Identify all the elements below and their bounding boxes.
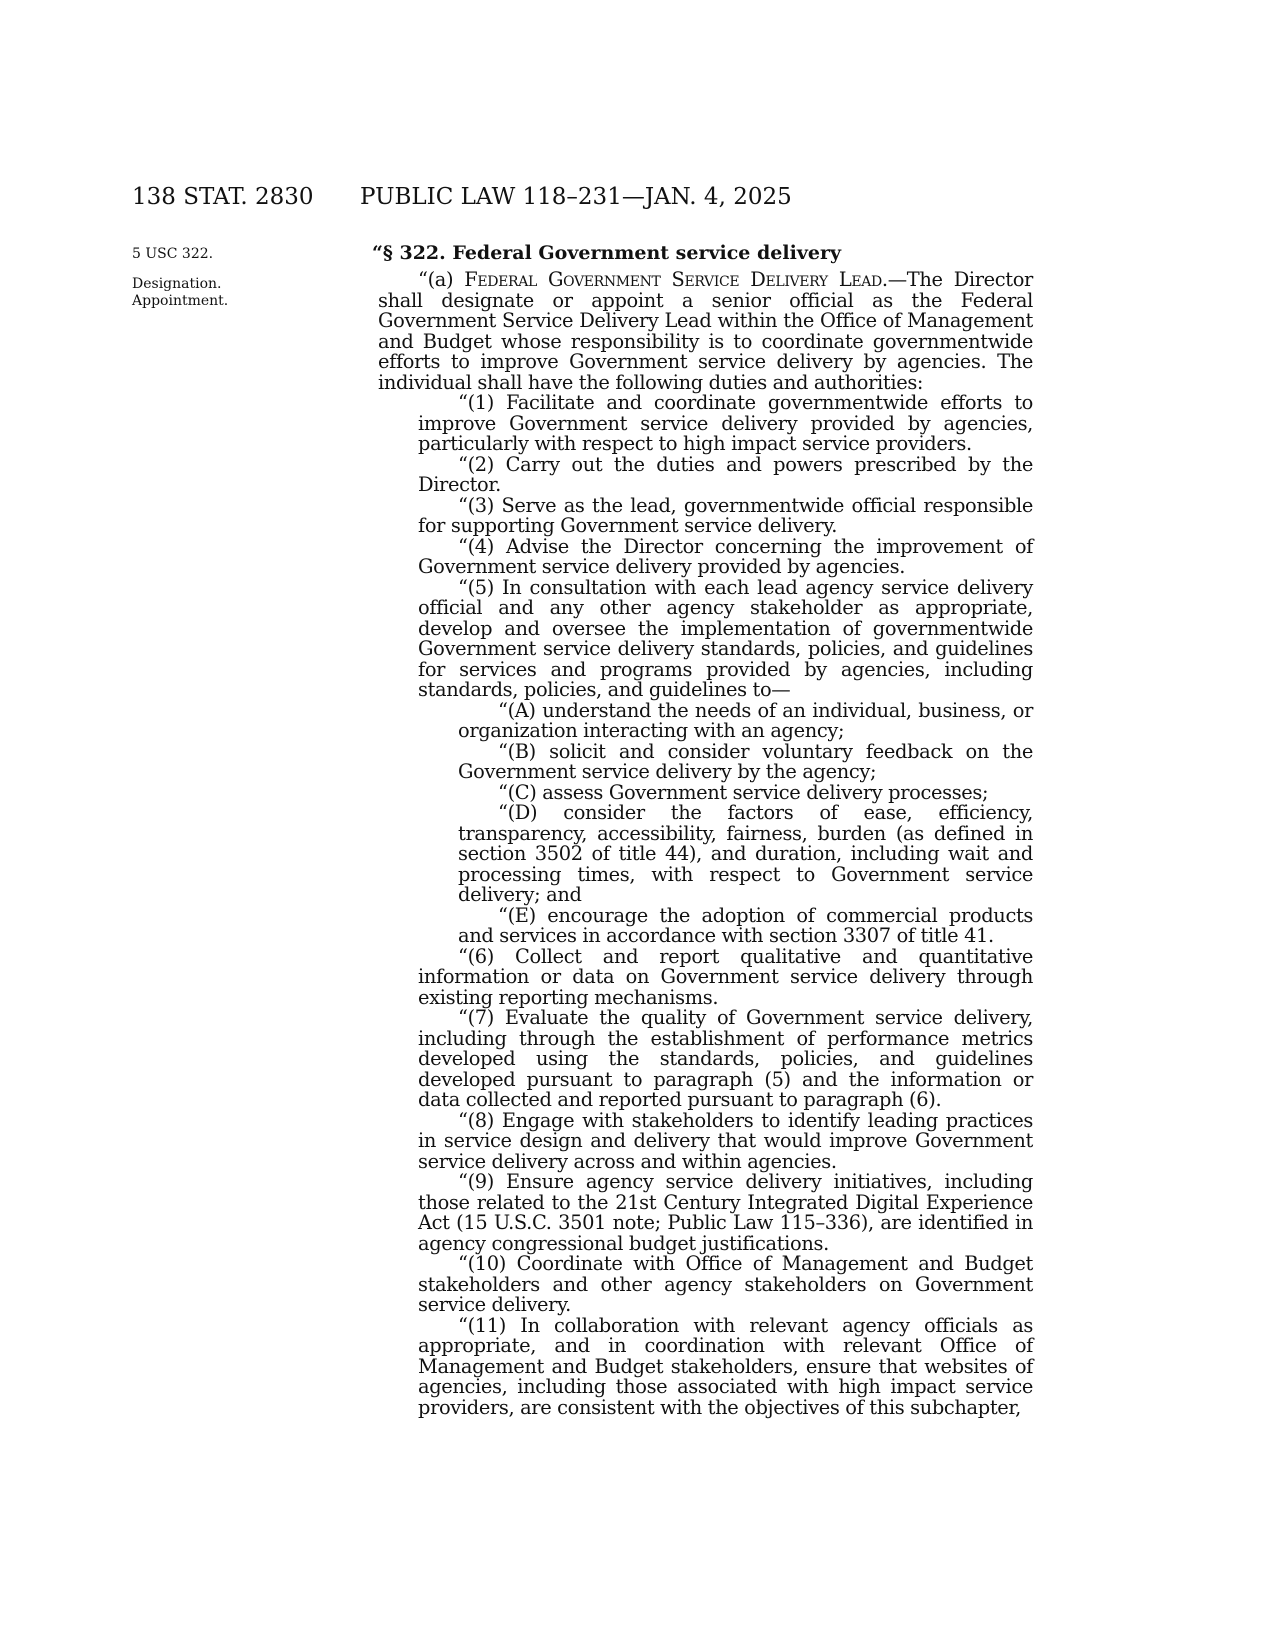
section-heading: “§ 322. Federal Government service delivery (372, 242, 841, 264)
subsection-a-text: .—The Director shall designate or appoint a senior official as the Federal Government Service Delivery Lead within the Office of Management and Budget whose responsibility is to coordinate governmentwide efforts to improve Government service delivery by agencies. The individual shall have the following duties and authorities: (378, 268, 1033, 394)
stat-reference: 138 STAT. 2830 (132, 184, 314, 210)
margin-note-usc: 5 USC 322. (132, 246, 214, 262)
margin-note-designation: Designation. (132, 276, 222, 292)
paragraph-1: “(1) Facilitate and coordinate governmentwide efforts to improve Government service delivery provided by agencies, particularly with respect to high impact service providers. (418, 391, 1033, 455)
subparagraph-5a: “(A) understand the needs of an individual, business, or organization interacting with an agency; (458, 698, 1033, 742)
margin-note-designation-appointment (132, 276, 262, 310)
subsection-a-prefix: “(a) (418, 268, 465, 291)
subsection-a (378, 270, 1033, 393)
subparagraph-5e: “(E) encourage the adoption of commercial products and services in accordance with section 3307 of title 41. (458, 903, 1033, 947)
paragraph-8: “(8) Engage with stakeholders to identify leading practices in service design and delivery that would improve Government service delivery across and within agencies. (418, 1108, 1033, 1173)
paragraph-11: “(11) In collaboration with relevant agency officials as appropriate, and in coordination with relevant Office of Management and Budget stakeholders, ensure that websites of agencies, including those associated with high impact service providers, are consistent with the objectives of this subchapter, (418, 1313, 1033, 1419)
paragraph-5: “(5) In consultation with each lead agency service delivery official and any other agency stakeholder as appropriate, develop and oversee the implementation of governmentwide Government service delivery standards, policies, and guidelines for services and programs provided by agencies, including standards, policies, and guidelines to— (418, 575, 1033, 701)
subsection-a-caption: Federal Government Service Delivery Lead (464, 268, 882, 291)
paragraph-6: “(6) Collect and report qualitative and quantitative information or data on Government service delivery through existing reporting mechanisms. (418, 944, 1033, 1009)
paragraph-7: “(7) Evaluate the quality of Government service delivery, including through the establishment of performance metrics developed using the standards, policies, and guidelines developed pursuant to paragraph (5) and the information or data collected and reported pursuant to paragraph (6). (418, 1006, 1033, 1111)
paragraph-9: “(9) Ensure agency service delivery initiatives, including those related to the 21st Century Integrated Digital Experience Act (15 U.S.C. 3501 note; Public Law 115–336), are identified in agency congressional budget justifications. (418, 1170, 1033, 1255)
subparagraph-5b: “(B) solicit and consider voluntary feedback on the Government service delivery by the agency; (458, 739, 1033, 783)
paragraph-4: “(4) Advise the Director concerning the improvement of Government service delivery provided by agencies. (418, 534, 1033, 578)
public-law-reference: PUBLIC LAW 118–231—JAN. 4, 2025 (360, 184, 792, 210)
paragraph-2: “(2) Carry out the duties and powers prescribed by the Director. (418, 452, 1033, 496)
paragraph-10: “(10) Coordinate with Office of Management and Budget stakeholders and other agency stakeholders on Government service delivery. (418, 1252, 1033, 1316)
subparagraph-5d: “(D) consider the factors of ease, efficiency, transparency, accessibility, fairness, burden (as defined in section 3502 of title 44), and duration, including wait and processing times, with respect to Government service delivery; and (458, 801, 1033, 906)
paragraph-3: “(3) Serve as the lead, governmentwide official responsible for supporting Government service delivery. (418, 493, 1033, 537)
section-body (378, 270, 1033, 1418)
margin-note-appointment: Appointment. (132, 293, 229, 309)
subparagraph-5c: “(C) assess Government service delivery processes; (498, 780, 989, 804)
